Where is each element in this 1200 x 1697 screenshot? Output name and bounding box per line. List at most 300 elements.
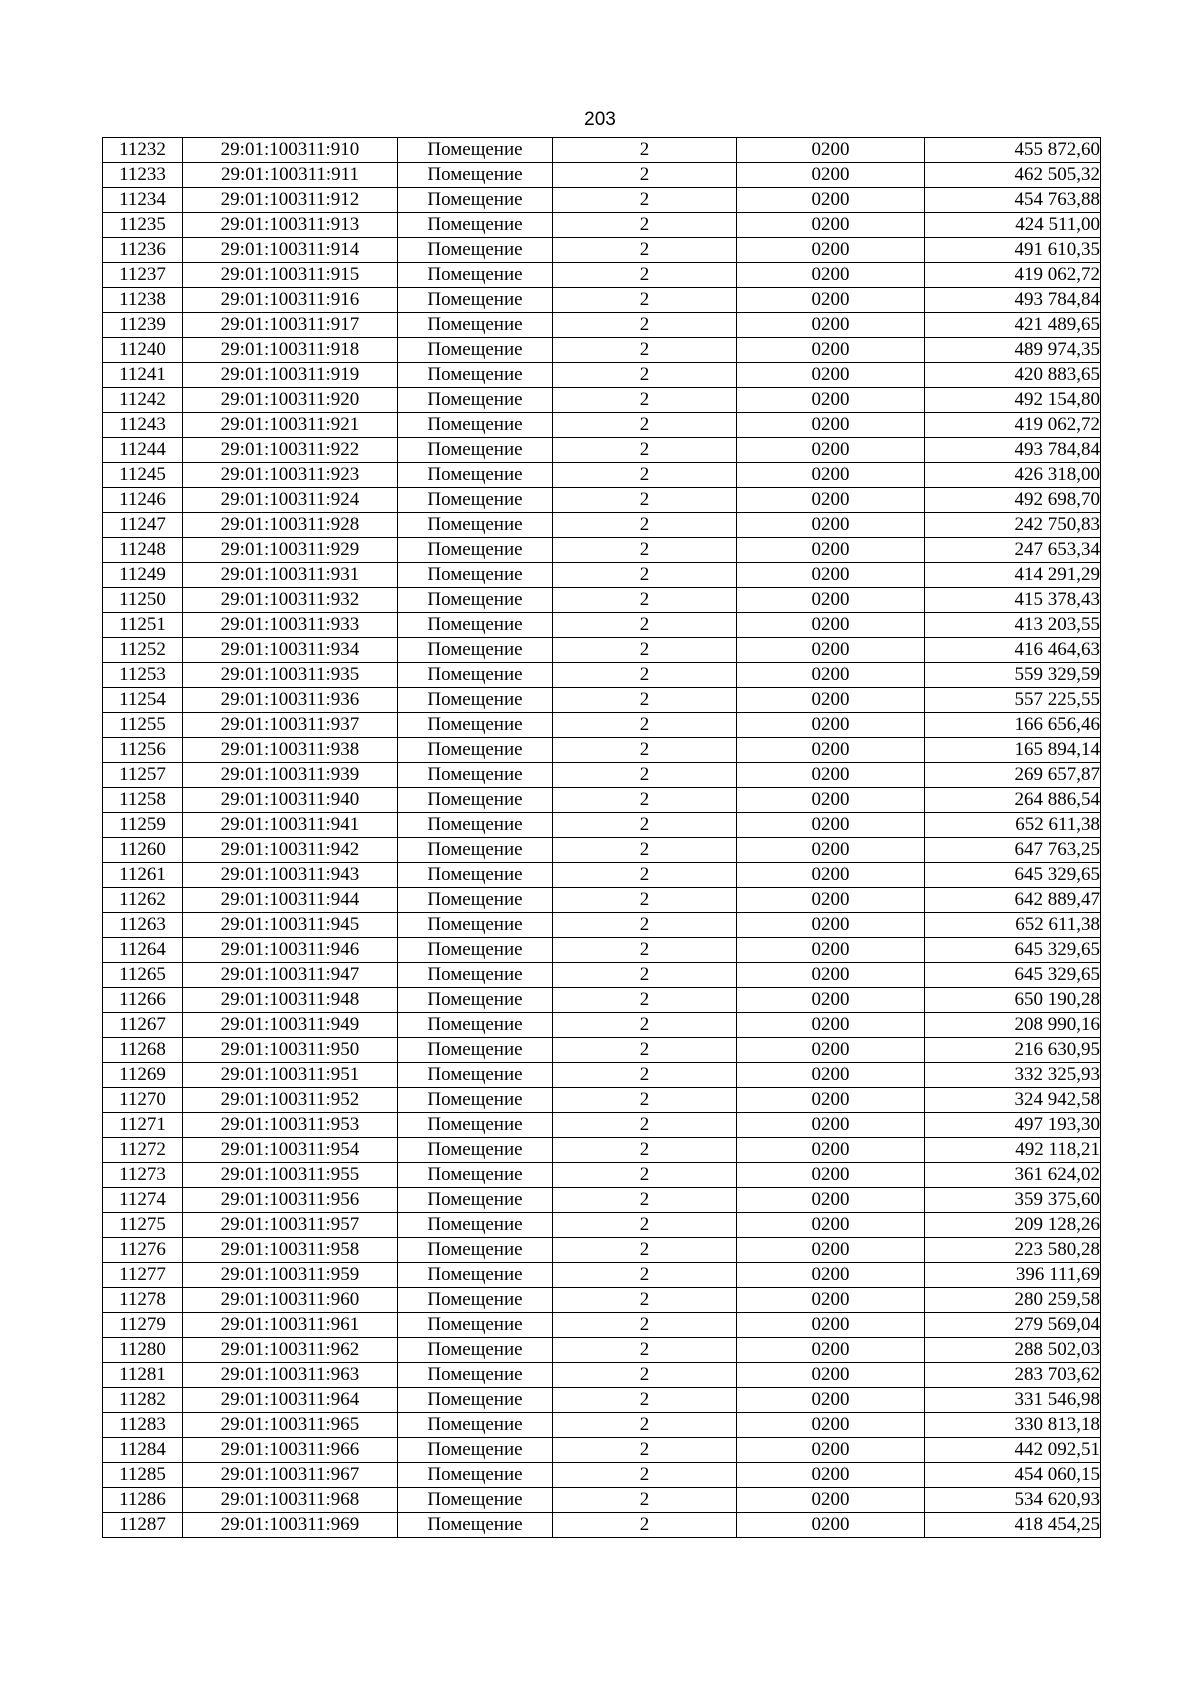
table-row (103, 588, 1101, 613)
object-type-cell: Помещение (398, 188, 553, 213)
cadastral-value-cell: 247 653,34 (925, 538, 1101, 563)
code-cell: 0200 (737, 988, 925, 1013)
floor-cell: 2 (553, 688, 737, 713)
table-row (103, 938, 1101, 963)
object-type-cell: Помещение (398, 1238, 553, 1263)
cadastral-number-cell: 29:01:100311:941 (183, 813, 398, 838)
table-row (103, 688, 1101, 713)
code-cell: 0200 (737, 438, 925, 463)
floor-cell: 2 (553, 813, 737, 838)
cadastral-number-cell: 29:01:100311:932 (183, 588, 398, 613)
row-number-cell: 11279 (103, 1313, 183, 1338)
table-body (103, 138, 1101, 1538)
row-number-cell: 11246 (103, 488, 183, 513)
object-type-cell: Помещение (398, 1038, 553, 1063)
row-number-cell: 11257 (103, 763, 183, 788)
row-number-cell: 11260 (103, 838, 183, 863)
object-type-cell: Помещение (398, 288, 553, 313)
object-type-cell: Помещение (398, 1388, 553, 1413)
floor-cell: 2 (553, 838, 737, 863)
floor-cell: 2 (553, 1313, 737, 1338)
object-type-cell: Помещение (398, 1438, 553, 1463)
row-number-cell: 11236 (103, 238, 183, 263)
cadastral-value-cell: 361 624,02 (925, 1163, 1101, 1188)
cadastral-number-cell: 29:01:100311:963 (183, 1363, 398, 1388)
cadastral-value-cell: 491 610,35 (925, 238, 1101, 263)
code-cell: 0200 (737, 738, 925, 763)
row-number-cell: 11283 (103, 1413, 183, 1438)
cadastral-number-cell: 29:01:100311:936 (183, 688, 398, 713)
floor-cell: 2 (553, 1338, 737, 1363)
object-type-cell: Помещение (398, 1463, 553, 1488)
cadastral-number-cell: 29:01:100311:916 (183, 288, 398, 313)
code-cell: 0200 (737, 963, 925, 988)
floor-cell: 2 (553, 763, 737, 788)
table-row (103, 1488, 1101, 1513)
table-row (103, 213, 1101, 238)
cadastral-value-cell: 166 656,46 (925, 713, 1101, 738)
object-type-cell: Помещение (398, 313, 553, 338)
object-type-cell: Помещение (398, 1163, 553, 1188)
row-number-cell: 11242 (103, 388, 183, 413)
object-type-cell: Помещение (398, 888, 553, 913)
floor-cell: 2 (553, 388, 737, 413)
code-cell: 0200 (737, 463, 925, 488)
cadastral-number-cell: 29:01:100311:939 (183, 763, 398, 788)
table-row (103, 188, 1101, 213)
floor-cell: 2 (553, 313, 737, 338)
floor-cell: 2 (553, 1188, 737, 1213)
cadastral-value-cell: 416 464,63 (925, 638, 1101, 663)
table-row (103, 463, 1101, 488)
cadastral-number-cell: 29:01:100311:944 (183, 888, 398, 913)
cadastral-value-cell: 288 502,03 (925, 1338, 1101, 1363)
cadastral-number-cell: 29:01:100311:960 (183, 1288, 398, 1313)
row-number-cell: 11256 (103, 738, 183, 763)
cadastral-number-cell: 29:01:100311:949 (183, 1013, 398, 1038)
code-cell: 0200 (737, 1163, 925, 1188)
row-number-cell: 11280 (103, 1338, 183, 1363)
cadastral-number-cell: 29:01:100311:929 (183, 538, 398, 563)
code-cell: 0200 (737, 1388, 925, 1413)
table-row (103, 813, 1101, 838)
table-row (103, 513, 1101, 538)
cadastral-number-cell: 29:01:100311:931 (183, 563, 398, 588)
table-row (103, 488, 1101, 513)
object-type-cell: Помещение (398, 713, 553, 738)
cadastral-number-cell: 29:01:100311:957 (183, 1213, 398, 1238)
object-type-cell: Помещение (398, 1363, 553, 1388)
code-cell: 0200 (737, 813, 925, 838)
object-type-cell: Помещение (398, 613, 553, 638)
row-number-cell: 11254 (103, 688, 183, 713)
table-row (103, 613, 1101, 638)
cadastral-number-cell: 29:01:100311:919 (183, 363, 398, 388)
table-row (103, 1288, 1101, 1313)
cadastral-number-cell: 29:01:100311:952 (183, 1088, 398, 1113)
floor-cell: 2 (553, 963, 737, 988)
cadastral-value-cell: 421 489,65 (925, 313, 1101, 338)
table-row (103, 863, 1101, 888)
code-cell: 0200 (737, 1088, 925, 1113)
object-type-cell: Помещение (398, 938, 553, 963)
table-row (103, 1313, 1101, 1338)
object-type-cell: Помещение (398, 163, 553, 188)
cadastral-number-cell: 29:01:100311:922 (183, 438, 398, 463)
table-row (103, 313, 1101, 338)
object-type-cell: Помещение (398, 563, 553, 588)
cadastral-value-cell: 216 630,95 (925, 1038, 1101, 1063)
floor-cell: 2 (553, 488, 737, 513)
object-type-cell: Помещение (398, 338, 553, 363)
object-type-cell: Помещение (398, 1138, 553, 1163)
cadastral-number-cell: 29:01:100311:921 (183, 413, 398, 438)
cadastral-number-cell: 29:01:100311:969 (183, 1513, 398, 1538)
table-row (103, 538, 1101, 563)
cadastral-value-cell: 283 703,62 (925, 1363, 1101, 1388)
floor-cell: 2 (553, 263, 737, 288)
cadastral-number-cell: 29:01:100311:958 (183, 1238, 398, 1263)
cadastral-value-cell: 557 225,55 (925, 688, 1101, 713)
table-row (103, 838, 1101, 863)
cadastral-number-cell: 29:01:100311:935 (183, 663, 398, 688)
row-number-cell: 11263 (103, 913, 183, 938)
cadastral-value-cell: 645 329,65 (925, 863, 1101, 888)
object-type-cell: Помещение (398, 738, 553, 763)
cadastral-value-cell: 419 062,72 (925, 413, 1101, 438)
floor-cell: 2 (553, 1513, 737, 1538)
cadastral-value-cell: 165 894,14 (925, 738, 1101, 763)
code-cell: 0200 (737, 1463, 925, 1488)
code-cell: 0200 (737, 1263, 925, 1288)
cadastral-number-cell: 29:01:100311:915 (183, 263, 398, 288)
row-number-cell: 11282 (103, 1388, 183, 1413)
code-cell: 0200 (737, 263, 925, 288)
cadastral-number-cell: 29:01:100311:912 (183, 188, 398, 213)
row-number-cell: 11241 (103, 363, 183, 388)
code-cell: 0200 (737, 138, 925, 163)
code-cell: 0200 (737, 188, 925, 213)
object-type-cell: Помещение (398, 463, 553, 488)
object-type-cell: Помещение (398, 388, 553, 413)
code-cell: 0200 (737, 388, 925, 413)
floor-cell: 2 (553, 513, 737, 538)
floor-cell: 2 (553, 913, 737, 938)
code-cell: 0200 (737, 488, 925, 513)
table-row (103, 988, 1101, 1013)
floor-cell: 2 (553, 463, 737, 488)
row-number-cell: 11285 (103, 1463, 183, 1488)
cadastral-value-cell: 396 111,69 (925, 1263, 1101, 1288)
cadastral-value-cell: 652 611,38 (925, 913, 1101, 938)
code-cell: 0200 (737, 1188, 925, 1213)
object-type-cell: Помещение (398, 963, 553, 988)
code-cell: 0200 (737, 1363, 925, 1388)
object-type-cell: Помещение (398, 363, 553, 388)
cadastral-value-cell: 650 190,28 (925, 988, 1101, 1013)
table-row (103, 1388, 1101, 1413)
object-type-cell: Помещение (398, 1338, 553, 1363)
row-number-cell: 11255 (103, 713, 183, 738)
cadastral-value-cell: 492 118,21 (925, 1138, 1101, 1163)
row-number-cell: 11272 (103, 1138, 183, 1163)
cadastral-value-cell: 324 942,58 (925, 1088, 1101, 1113)
floor-cell: 2 (553, 438, 737, 463)
code-cell: 0200 (737, 913, 925, 938)
cadastral-number-cell: 29:01:100311:937 (183, 713, 398, 738)
cadastral-value-cell: 492 698,70 (925, 488, 1101, 513)
cadastral-value-cell: 414 291,29 (925, 563, 1101, 588)
object-type-cell: Помещение (398, 238, 553, 263)
code-cell: 0200 (737, 1438, 925, 1463)
table-row (103, 1363, 1101, 1388)
cadastral-value-cell: 426 318,00 (925, 463, 1101, 488)
floor-cell: 2 (553, 413, 737, 438)
table-row (103, 1238, 1101, 1263)
floor-cell: 2 (553, 1163, 737, 1188)
row-number-cell: 11247 (103, 513, 183, 538)
object-type-cell: Помещение (398, 1488, 553, 1513)
cadastral-value-cell: 493 784,84 (925, 438, 1101, 463)
cadastral-number-cell: 29:01:100311:910 (183, 138, 398, 163)
row-number-cell: 11271 (103, 1113, 183, 1138)
cadastral-value-cell: 242 750,83 (925, 513, 1101, 538)
code-cell: 0200 (737, 538, 925, 563)
cadastral-value-cell: 454 763,88 (925, 188, 1101, 213)
cadastral-number-cell: 29:01:100311:914 (183, 238, 398, 263)
floor-cell: 2 (553, 713, 737, 738)
floor-cell: 2 (553, 1363, 737, 1388)
code-cell: 0200 (737, 788, 925, 813)
cadastral-number-cell: 29:01:100311:965 (183, 1413, 398, 1438)
object-type-cell: Помещение (398, 1288, 553, 1313)
code-cell: 0200 (737, 663, 925, 688)
floor-cell: 2 (553, 288, 737, 313)
floor-cell: 2 (553, 1013, 737, 1038)
cadastral-number-cell: 29:01:100311:947 (183, 963, 398, 988)
code-cell: 0200 (737, 1338, 925, 1363)
table-row (103, 738, 1101, 763)
object-type-cell: Помещение (398, 813, 553, 838)
table-row (103, 388, 1101, 413)
cadastral-value-cell: 442 092,51 (925, 1438, 1101, 1463)
row-number-cell: 11258 (103, 788, 183, 813)
row-number-cell: 11251 (103, 613, 183, 638)
cadastral-value-cell: 454 060,15 (925, 1463, 1101, 1488)
row-number-cell: 11237 (103, 263, 183, 288)
code-cell: 0200 (737, 938, 925, 963)
cadastral-number-cell: 29:01:100311:923 (183, 463, 398, 488)
object-type-cell: Помещение (398, 1013, 553, 1038)
cadastral-number-cell: 29:01:100311:951 (183, 1063, 398, 1088)
object-type-cell: Помещение (398, 763, 553, 788)
cadastral-value-cell: 359 375,60 (925, 1188, 1101, 1213)
cadastral-number-cell: 29:01:100311:950 (183, 1038, 398, 1063)
row-number-cell: 11281 (103, 1363, 183, 1388)
floor-cell: 2 (553, 138, 737, 163)
code-cell: 0200 (737, 513, 925, 538)
row-number-cell: 11259 (103, 813, 183, 838)
object-type-cell: Помещение (398, 413, 553, 438)
code-cell: 0200 (737, 613, 925, 638)
object-type-cell: Помещение (398, 1188, 553, 1213)
row-number-cell: 11234 (103, 188, 183, 213)
table-row (103, 788, 1101, 813)
cadastral-number-cell: 29:01:100311:964 (183, 1388, 398, 1413)
cadastral-number-cell: 29:01:100311:924 (183, 488, 398, 513)
cadastral-number-cell: 29:01:100311:933 (183, 613, 398, 638)
object-type-cell: Помещение (398, 138, 553, 163)
object-type-cell: Помещение (398, 488, 553, 513)
cadastral-value-table (102, 137, 1101, 1538)
code-cell: 0200 (737, 1488, 925, 1513)
row-number-cell: 11267 (103, 1013, 183, 1038)
table-row (103, 638, 1101, 663)
floor-cell: 2 (553, 238, 737, 263)
cadastral-number-cell: 29:01:100311:956 (183, 1188, 398, 1213)
table-row (103, 238, 1101, 263)
table-row (103, 1513, 1101, 1538)
row-number-cell: 11273 (103, 1163, 183, 1188)
cadastral-number-cell: 29:01:100311:961 (183, 1313, 398, 1338)
floor-cell: 2 (553, 1113, 737, 1138)
table-row (103, 1413, 1101, 1438)
object-type-cell: Помещение (398, 988, 553, 1013)
row-number-cell: 11238 (103, 288, 183, 313)
table-row (103, 138, 1101, 163)
table-row (103, 438, 1101, 463)
row-number-cell: 11284 (103, 1438, 183, 1463)
floor-cell: 2 (553, 663, 737, 688)
table-row (103, 263, 1101, 288)
cadastral-number-cell: 29:01:100311:934 (183, 638, 398, 663)
cadastral-value-cell: 493 784,84 (925, 288, 1101, 313)
code-cell: 0200 (737, 1013, 925, 1038)
code-cell: 0200 (737, 1513, 925, 1538)
cadastral-number-cell: 29:01:100311:938 (183, 738, 398, 763)
cadastral-value-cell: 534 620,93 (925, 1488, 1101, 1513)
table-row (103, 663, 1101, 688)
code-cell: 0200 (737, 863, 925, 888)
floor-cell: 2 (553, 938, 737, 963)
table-row (103, 963, 1101, 988)
table-row (103, 1163, 1101, 1188)
code-cell: 0200 (737, 713, 925, 738)
cadastral-value-cell: 424 511,00 (925, 213, 1101, 238)
floor-cell: 2 (553, 163, 737, 188)
row-number-cell: 11266 (103, 988, 183, 1013)
table-row (103, 913, 1101, 938)
code-cell: 0200 (737, 888, 925, 913)
cadastral-value-cell: 418 454,25 (925, 1513, 1101, 1538)
row-number-cell: 11252 (103, 638, 183, 663)
table-row (103, 1063, 1101, 1088)
cadastral-value-cell: 497 193,30 (925, 1113, 1101, 1138)
floor-cell: 2 (553, 1213, 737, 1238)
code-cell: 0200 (737, 688, 925, 713)
cadastral-number-cell: 29:01:100311:946 (183, 938, 398, 963)
code-cell: 0200 (737, 1213, 925, 1238)
table-row (103, 363, 1101, 388)
object-type-cell: Помещение (398, 788, 553, 813)
row-number-cell: 11277 (103, 1263, 183, 1288)
code-cell: 0200 (737, 413, 925, 438)
row-number-cell: 11268 (103, 1038, 183, 1063)
code-cell: 0200 (737, 638, 925, 663)
floor-cell: 2 (553, 1238, 737, 1263)
cadastral-value-cell: 489 974,35 (925, 338, 1101, 363)
object-type-cell: Помещение (398, 1213, 553, 1238)
cadastral-number-cell: 29:01:100311:943 (183, 863, 398, 888)
row-number-cell: 11265 (103, 963, 183, 988)
cadastral-value-cell: 415 378,43 (925, 588, 1101, 613)
row-number-cell: 11270 (103, 1088, 183, 1113)
cadastral-number-cell: 29:01:100311:959 (183, 1263, 398, 1288)
cadastral-value-cell: 331 546,98 (925, 1388, 1101, 1413)
row-number-cell: 11275 (103, 1213, 183, 1238)
row-number-cell: 11264 (103, 938, 183, 963)
cadastral-value-cell: 413 203,55 (925, 613, 1101, 638)
table-row (103, 563, 1101, 588)
cadastral-number-cell: 29:01:100311:928 (183, 513, 398, 538)
table-row (103, 1113, 1101, 1138)
code-cell: 0200 (737, 1313, 925, 1338)
cadastral-number-cell: 29:01:100311:955 (183, 1163, 398, 1188)
object-type-cell: Помещение (398, 1413, 553, 1438)
cadastral-number-cell: 29:01:100311:962 (183, 1338, 398, 1363)
cadastral-value-cell: 647 763,25 (925, 838, 1101, 863)
code-cell: 0200 (737, 338, 925, 363)
code-cell: 0200 (737, 1063, 925, 1088)
row-number-cell: 11278 (103, 1288, 183, 1313)
floor-cell: 2 (553, 1488, 737, 1513)
cadastral-value-cell: 208 990,16 (925, 1013, 1101, 1038)
table-row (103, 1463, 1101, 1488)
floor-cell: 2 (553, 988, 737, 1013)
cadastral-number-cell: 29:01:100311:942 (183, 838, 398, 863)
cadastral-value-cell: 420 883,65 (925, 363, 1101, 388)
floor-cell: 2 (553, 1063, 737, 1088)
cadastral-number-cell: 29:01:100311:920 (183, 388, 398, 413)
floor-cell: 2 (553, 338, 737, 363)
row-number-cell: 11253 (103, 663, 183, 688)
cadastral-value-cell: 645 329,65 (925, 938, 1101, 963)
table-row (103, 888, 1101, 913)
table-row (103, 1338, 1101, 1363)
floor-cell: 2 (553, 1388, 737, 1413)
cadastral-value-cell: 559 329,59 (925, 663, 1101, 688)
table-row (103, 1263, 1101, 1288)
cadastral-number-cell: 29:01:100311:948 (183, 988, 398, 1013)
code-cell: 0200 (737, 363, 925, 388)
floor-cell: 2 (553, 1088, 737, 1113)
object-type-cell: Помещение (398, 1113, 553, 1138)
cadastral-value-cell: 419 062,72 (925, 263, 1101, 288)
object-type-cell: Помещение (398, 538, 553, 563)
cadastral-value-cell: 223 580,28 (925, 1238, 1101, 1263)
cadastral-value-cell: 330 813,18 (925, 1413, 1101, 1438)
cadastral-number-cell: 29:01:100311:940 (183, 788, 398, 813)
row-number-cell: 11232 (103, 138, 183, 163)
table-row (103, 1138, 1101, 1163)
row-number-cell: 11274 (103, 1188, 183, 1213)
cadastral-number-cell: 29:01:100311:917 (183, 313, 398, 338)
object-type-cell: Помещение (398, 588, 553, 613)
object-type-cell: Помещение (398, 913, 553, 938)
row-number-cell: 11287 (103, 1513, 183, 1538)
code-cell: 0200 (737, 1288, 925, 1313)
code-cell: 0200 (737, 1038, 925, 1063)
